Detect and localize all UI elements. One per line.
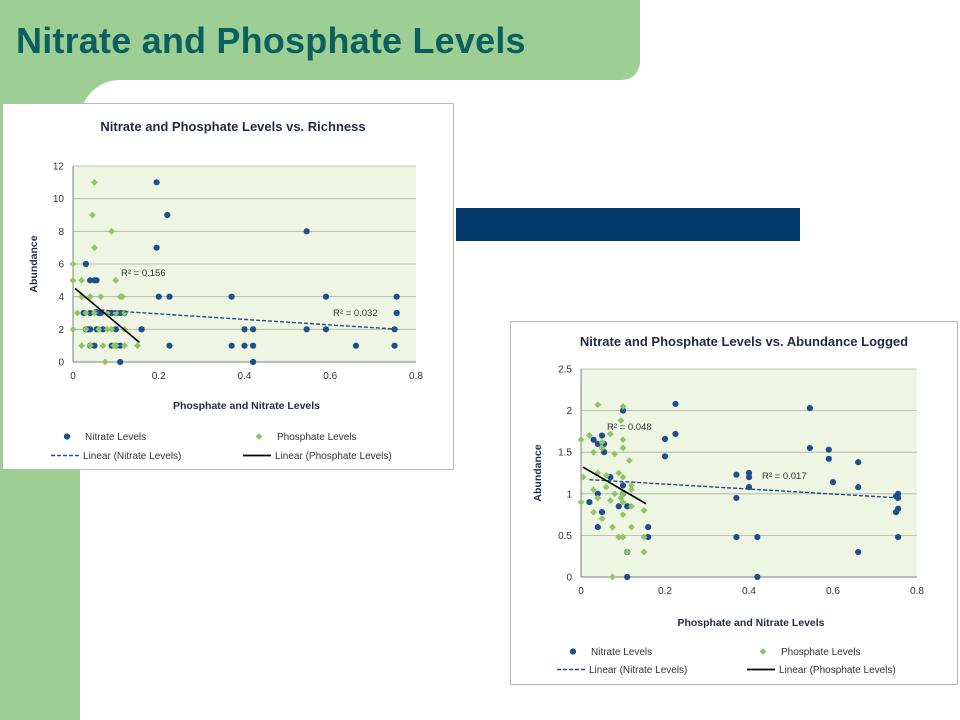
nitrate-point bbox=[855, 484, 861, 490]
nitrate-point bbox=[662, 453, 668, 459]
x-tick-label: 0.6 bbox=[826, 586, 840, 597]
nitrate-point bbox=[733, 472, 739, 478]
nitrate-point bbox=[893, 509, 899, 515]
nitrate-point bbox=[304, 326, 310, 332]
x-axis-label: Phosphate and Nitrate Levels bbox=[677, 617, 825, 629]
nitrate-point bbox=[855, 459, 861, 465]
nitrate-point bbox=[830, 479, 836, 485]
nitrate-point bbox=[620, 482, 626, 488]
nitrate-r2-label: R² = 0.017 bbox=[762, 471, 807, 482]
nitrate-r2-label: R² = 0.032 bbox=[333, 308, 378, 319]
legend-nitrate-linear-label: Linear (Nitrate Levels) bbox=[589, 665, 688, 676]
y-tick-label: 12 bbox=[52, 161, 64, 173]
x-tick-label: 0.6 bbox=[323, 371, 338, 382]
nitrate-point bbox=[595, 524, 601, 530]
y-tick-label: 4 bbox=[58, 292, 64, 304]
nitrate-point bbox=[394, 310, 400, 316]
x-tick-label: 0.4 bbox=[742, 586, 756, 597]
abundance-logged-chart bbox=[510, 321, 958, 685]
nitrate-point bbox=[391, 343, 397, 349]
nitrate-point bbox=[616, 503, 622, 509]
nitrate-point bbox=[229, 294, 235, 300]
y-tick-label: 2 bbox=[58, 324, 64, 336]
nitrate-point bbox=[139, 326, 145, 332]
nitrate-point bbox=[624, 574, 630, 580]
nitrate-point bbox=[353, 343, 359, 349]
nitrate-point bbox=[154, 245, 160, 251]
legend-phosphate-linear-label: Linear (Phosphate Levels) bbox=[779, 665, 896, 676]
nitrate-point bbox=[586, 499, 592, 505]
legend-nitrate-linear-label: Linear (Nitrate Levels) bbox=[83, 451, 182, 462]
nitrate-point bbox=[672, 431, 678, 437]
nitrate-point bbox=[733, 495, 739, 501]
nitrate-point bbox=[323, 294, 329, 300]
legend-nitrate-marker bbox=[64, 433, 70, 439]
nitrate-point bbox=[117, 359, 123, 365]
nitrate-point bbox=[599, 432, 605, 438]
nitrate-point bbox=[394, 294, 400, 300]
nitrate-point bbox=[250, 343, 256, 349]
x-tick-label: 0 bbox=[70, 371, 76, 382]
legend-nitrate-marker bbox=[570, 648, 576, 654]
y-tick-label: 8 bbox=[58, 226, 64, 238]
x-axis-label: Phosphate and Nitrate Levels bbox=[172, 400, 321, 412]
nitrate-point bbox=[323, 326, 329, 332]
nitrate-point bbox=[754, 574, 760, 580]
nitrate-point bbox=[154, 179, 160, 185]
phosphate-r2-label: R² = 0.156 bbox=[121, 268, 166, 279]
y-tick-label: 0 bbox=[58, 357, 64, 369]
nitrate-point bbox=[241, 343, 247, 349]
nitrate-point bbox=[250, 326, 256, 332]
nitrate-point bbox=[746, 474, 752, 480]
y-tick-label: 2 bbox=[566, 406, 572, 418]
nitrate-point bbox=[733, 534, 739, 540]
page-title: Nitrate and Phosphate Levels bbox=[16, 20, 526, 61]
chart-title: Nitrate and Phosphate Levels vs. Abundance Logged bbox=[579, 334, 909, 349]
nitrate-point bbox=[164, 212, 170, 218]
nitrate-point bbox=[807, 445, 813, 451]
legend-phosphate-marker bbox=[256, 433, 263, 440]
legend-phosphate-linear-label: Linear (Phosphate Levels) bbox=[275, 451, 392, 462]
legend-nitrate-label: Nitrate Levels bbox=[591, 647, 653, 658]
nitrate-point bbox=[826, 447, 832, 453]
nitrate-point bbox=[807, 405, 813, 411]
x-tick-label: 0 bbox=[578, 586, 584, 597]
x-tick-label: 0.2 bbox=[658, 586, 672, 597]
y-tick-label: 1 bbox=[566, 489, 572, 501]
x-tick-label: 0.8 bbox=[910, 586, 924, 597]
y-tick-label: 0 bbox=[566, 572, 572, 584]
richness-chart bbox=[2, 103, 454, 470]
y-tick-label: 6 bbox=[58, 259, 64, 271]
legend-nitrate-label: Nitrate Levels bbox=[85, 432, 147, 443]
nitrate-point bbox=[754, 534, 760, 540]
nitrate-point bbox=[166, 343, 172, 349]
y-tick-label: 2.5 bbox=[558, 364, 572, 376]
x-tick-label: 0.8 bbox=[409, 371, 423, 382]
nitrate-point bbox=[895, 534, 901, 540]
legend-phosphate-label: Phosphate Levels bbox=[277, 432, 357, 443]
phosphate-r2-label: R² = 0.048 bbox=[607, 422, 652, 433]
nitrate-point bbox=[166, 294, 172, 300]
nitrate-point bbox=[662, 436, 668, 442]
x-tick-label: 0.2 bbox=[151, 371, 166, 382]
nitrate-point bbox=[93, 277, 99, 283]
x-tick-label: 0.4 bbox=[237, 371, 252, 382]
chart-title: Nitrate and Phosphate Levels vs. Richness bbox=[100, 119, 366, 134]
abundance-logged-chart-svg bbox=[511, 322, 957, 684]
nitrate-point bbox=[156, 294, 162, 300]
nitrate-point bbox=[250, 359, 256, 365]
nitrate-point bbox=[304, 228, 310, 234]
nitrate-point bbox=[826, 456, 832, 462]
richness-chart-svg bbox=[3, 104, 453, 469]
nitrate-point bbox=[229, 343, 235, 349]
navy-highlight-bar bbox=[456, 208, 800, 241]
nitrate-point bbox=[672, 401, 678, 407]
nitrate-point bbox=[645, 524, 651, 530]
nitrate-point bbox=[599, 509, 605, 515]
nitrate-point bbox=[241, 326, 247, 332]
legend-phosphate-marker bbox=[760, 648, 767, 655]
y-tick-label: 0.5 bbox=[558, 530, 572, 542]
y-tick-label: 10 bbox=[52, 194, 64, 206]
y-axis-label: Abundance bbox=[28, 235, 40, 293]
legend-phosphate-label: Phosphate Levels bbox=[781, 647, 861, 658]
nitrate-point bbox=[83, 261, 89, 267]
y-tick-label: 1.5 bbox=[558, 447, 572, 459]
nitrate-point bbox=[855, 549, 861, 555]
y-axis-label: Abundance bbox=[532, 444, 544, 502]
